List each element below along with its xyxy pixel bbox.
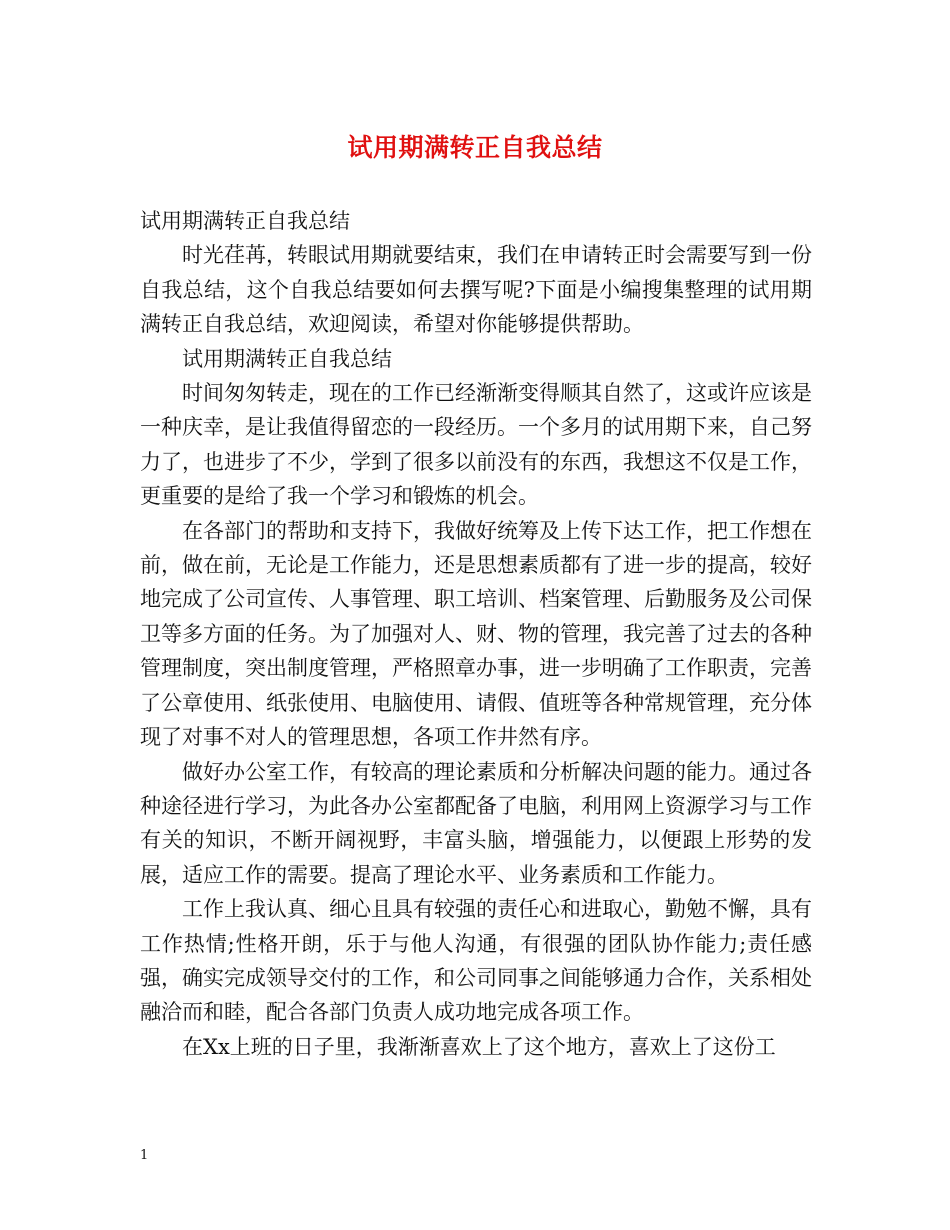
page-number: 1 bbox=[140, 1148, 149, 1163]
document-title: 试用期满转正自我总结 bbox=[347, 133, 603, 162]
body-paragraph: 时间匆匆转走，现在的工作已经渐渐变得顺其自然了，这或许应该是一种庆幸，是让我值得留恋的一段经历。一个多月的试用期下来，自己努力了，也进步了不少，学到了很多以前没有的东西，我想这不仅是工作，更重要的是给了我一个学习和锻炼的机会。 bbox=[140, 381, 812, 509]
body-paragraph: 在Xx上班的日子里，我渐渐喜欢上了这个地方，喜欢上了这份工 bbox=[182, 1034, 776, 1059]
body-paragraph: 试用期满转正自我总结 bbox=[182, 346, 392, 371]
document-body bbox=[140, 204, 812, 1064]
body-paragraph: 做好办公室工作，有较高的理论素质和分析解决问题的能力。通过各种途径进行学习，为此各办公室都配备了电脑，利用网上资源学习与工作有关的知识，不断开阔视野，丰富头脑，增强能力，以便跟上形势的发展，适应工作的需要。提高了理论水平、业务素质和工作能力。 bbox=[140, 759, 812, 887]
body-paragraph: 试用期满转正自我总结 bbox=[140, 209, 350, 233]
body-paragraph: 工作上我认真、细心且具有较强的责任心和进取心，勤勉不懈，具有工作热情;性格开朗，乐于与他人沟通，有很强的团队协作能力;责任感强，确实完成领导交付的工作，和公司同事之间能够通力合作，关系相处融洽而和睦，配合各部门负责人成功地完成各项工作。 bbox=[140, 897, 812, 1025]
body-paragraph: 时光荏苒，转眼试用期就要结束，我们在申请转正时会需要写到一份自我总结，这个自我总结要如何去撰写呢?下面是小编搜集整理的试用期满转正自我总结，欢迎阅读，希望对你能够提供帮助。 bbox=[140, 243, 812, 337]
body-paragraph: 在各部门的帮助和支持下，我做好统筹及上传下达工作，把工作想在前，做在前，无论是工作能力，还是思想素质都有了进一步的提高，较好地完成了公司宣传、人事管理、职工培训、档案管理、后勤服务及公司保卫等多方面的任务。为了加强对人、财、物的管理，我完善了过去的各种管理制度，突出制度管理，严格照章办事，进一步明确了工作职责，完善了公章使用、纸张使用、电脑使用、请假、值班等各种常规管理，充分体现了对事不对人的管理思想，各项工作井然有序。 bbox=[140, 518, 812, 750]
